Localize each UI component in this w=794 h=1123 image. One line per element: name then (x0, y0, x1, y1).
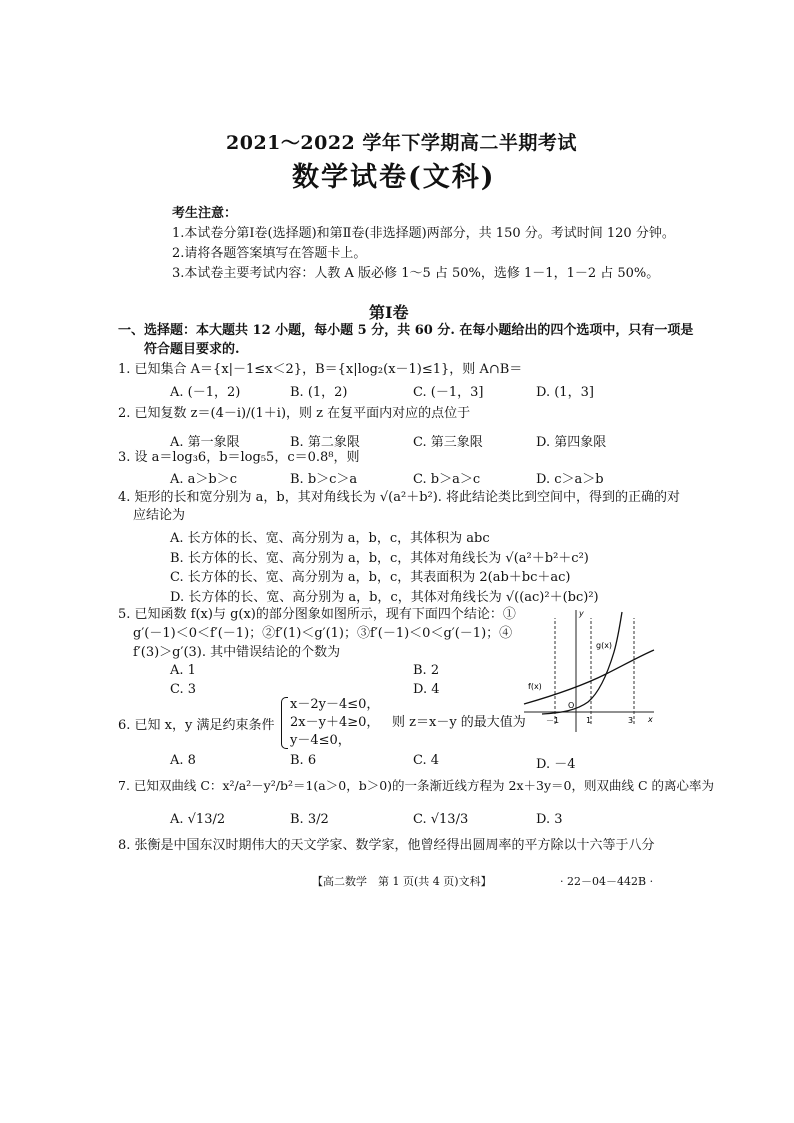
constraint-1: x－2y－4≤0， (290, 697, 380, 712)
q4-option-a: A. 长方体的长、宽、高分别为 a，b，c，其体积为 abc (170, 531, 490, 546)
question-4-stem-cont: 应结论为 (133, 508, 186, 523)
x-axis-label: x (648, 715, 653, 724)
question-8-stem: 8. 张衡是中国东汉时期伟大的天文学家、数学家，他曾经得出圆周率的平方除以十六等于八分 (118, 838, 655, 853)
question-7-stem: 7. 已知双曲线 C：x²/a²－y²/b²＝1(a＞0，b＞0)的一条渐近线方程为 2x＋3y＝0，则双曲线 C 的离心率为 (118, 778, 714, 793)
question-6-stem: 6. 已知 x，y 满足约束条件 (118, 718, 275, 733)
q3-option-d: D. c＞a＞b (536, 472, 604, 487)
volume-title: 第Ⅰ卷 (369, 303, 409, 322)
question-4-stem: 4. 矩形的长和宽分别为 a，b，其对角线长为 √(a²＋b²). 将此结论类比到空间中，得到的正确的对 (118, 490, 681, 505)
page-footer: 【高二数学 第 1 页(共 4 页)文科】 (312, 875, 492, 888)
g-curve (542, 612, 622, 714)
question-5-stem-2: g′(－1)＜0＜f′(－1)；②f′(1)＜g′(1)；③f′(－1)＜0＜g′(－1)；④ (133, 626, 513, 641)
q2-option-c: C. 第三象限 (413, 435, 483, 450)
question-2-stem: 2. 已知复数 z＝(4－i)/(1＋i)，则 z 在复平面内对应的点位于 (118, 406, 471, 421)
notice-title: 考生注意： (172, 206, 238, 221)
exam-code: · 22－04－442B · (560, 875, 654, 888)
q1-option-d: D. (1，3] (536, 385, 594, 400)
section-heading: 一、选择题：本大题共 12 小题，每小题 5 分，共 60 分. 在每小题给出的四个选项中，只有一项是 (118, 323, 694, 338)
constraint-2: 2x－y＋4≥0， (290, 715, 380, 730)
tick-neg1: －1 (546, 716, 560, 725)
question-1-stem: 1. 已知集合 A＝{x|－1≤x＜2}，B＝{x|log₂(x－1)≤1}，则 A∩B＝ (118, 362, 523, 377)
q4-option-b: B. 长方体的长、宽、高分别为 a，b，c，其体对角线长为 √(a²＋b²＋c²) (170, 551, 589, 566)
question-6-stem-cont: 则 z＝x－y 的最大值为 (392, 715, 526, 730)
g-label: g(x) (596, 641, 613, 650)
exam-subtitle: 数学试卷(文科) (292, 162, 496, 193)
q6-option-d: D. －4 (536, 757, 576, 772)
q5-option-a: A. 1 (170, 663, 196, 678)
function-graph-figure (522, 606, 658, 736)
q6-option-c: C. 4 (413, 753, 440, 768)
exam-title: 2021～2022 学年下学期高二半期考试 (226, 132, 577, 154)
q2-option-b: B. 第二象限 (290, 435, 360, 450)
question-3-stem: 3. 设 a＝log₃6，b＝log₅5，c＝0.8⁸，则 (118, 450, 360, 465)
origin-label: O (568, 701, 575, 710)
q2-option-d: D. 第四象限 (536, 435, 607, 450)
q7-option-c: C. √13/3 (413, 812, 469, 827)
q4-option-c: C. 长方体的长、宽、高分别为 a，b，c，其表面积为 2(ab＋bc＋ac) (170, 570, 571, 585)
q6-option-a: A. 8 (170, 753, 196, 768)
q5-option-d: D. 4 (413, 682, 440, 697)
q7-option-a: A. √13/2 (170, 812, 226, 827)
q1-option-b: B. (1，2) (290, 385, 348, 400)
notice-item: 2.请将各题答案填写在答题卡上。 (172, 246, 367, 261)
notice-item: 1.本试卷分第Ⅰ卷(选择题)和第Ⅱ卷(非选择题)两部分，共 150 分。考试时间 120 分钟。 (172, 226, 675, 241)
q7-option-b: B. 3/2 (290, 812, 329, 827)
section-heading-cont: 符合题目要求的. (144, 342, 240, 357)
q1-option-c: C. (－1，3] (413, 385, 484, 400)
question-5-stem-3: f′(3)＞g′(3). 其中错误结论的个数为 (133, 645, 341, 660)
q3-option-b: B. b＞c＞a (290, 472, 358, 487)
q7-option-d: D. 3 (536, 812, 563, 827)
q4-option-d: D. 长方体的长、宽、高分别为 a，b，c，其体对角线长为 √((ac)²＋(bc)²) (170, 590, 599, 605)
q6-option-b: B. 6 (290, 753, 317, 768)
question-5-stem: 5. 已知函数 f(x)与 g(x)的部分图象如图所示，现有下面四个结论：① (118, 607, 516, 622)
tick-1: 1 (586, 716, 592, 725)
q2-option-a: A. 第一象限 (170, 435, 240, 450)
q1-option-a: A. (－1，2) (170, 385, 241, 400)
q3-option-a: A. a＞b＞c (170, 472, 238, 487)
system-brace (281, 697, 288, 749)
q5-option-c: C. 3 (170, 682, 197, 697)
q5-option-b: B. 2 (413, 663, 440, 678)
y-axis-label: y (579, 609, 584, 618)
q3-option-c: C. b＞a＞c (413, 472, 481, 487)
tick-3: 3 (628, 716, 634, 725)
notice-item: 3.本试卷主要考试内容：人教 A 版必修 1～5 占 50%，选修 1－1，1－2 占 50%。 (172, 266, 660, 281)
f-label: f(x) (528, 682, 542, 691)
constraint-3: y－4≤0， (290, 733, 351, 748)
